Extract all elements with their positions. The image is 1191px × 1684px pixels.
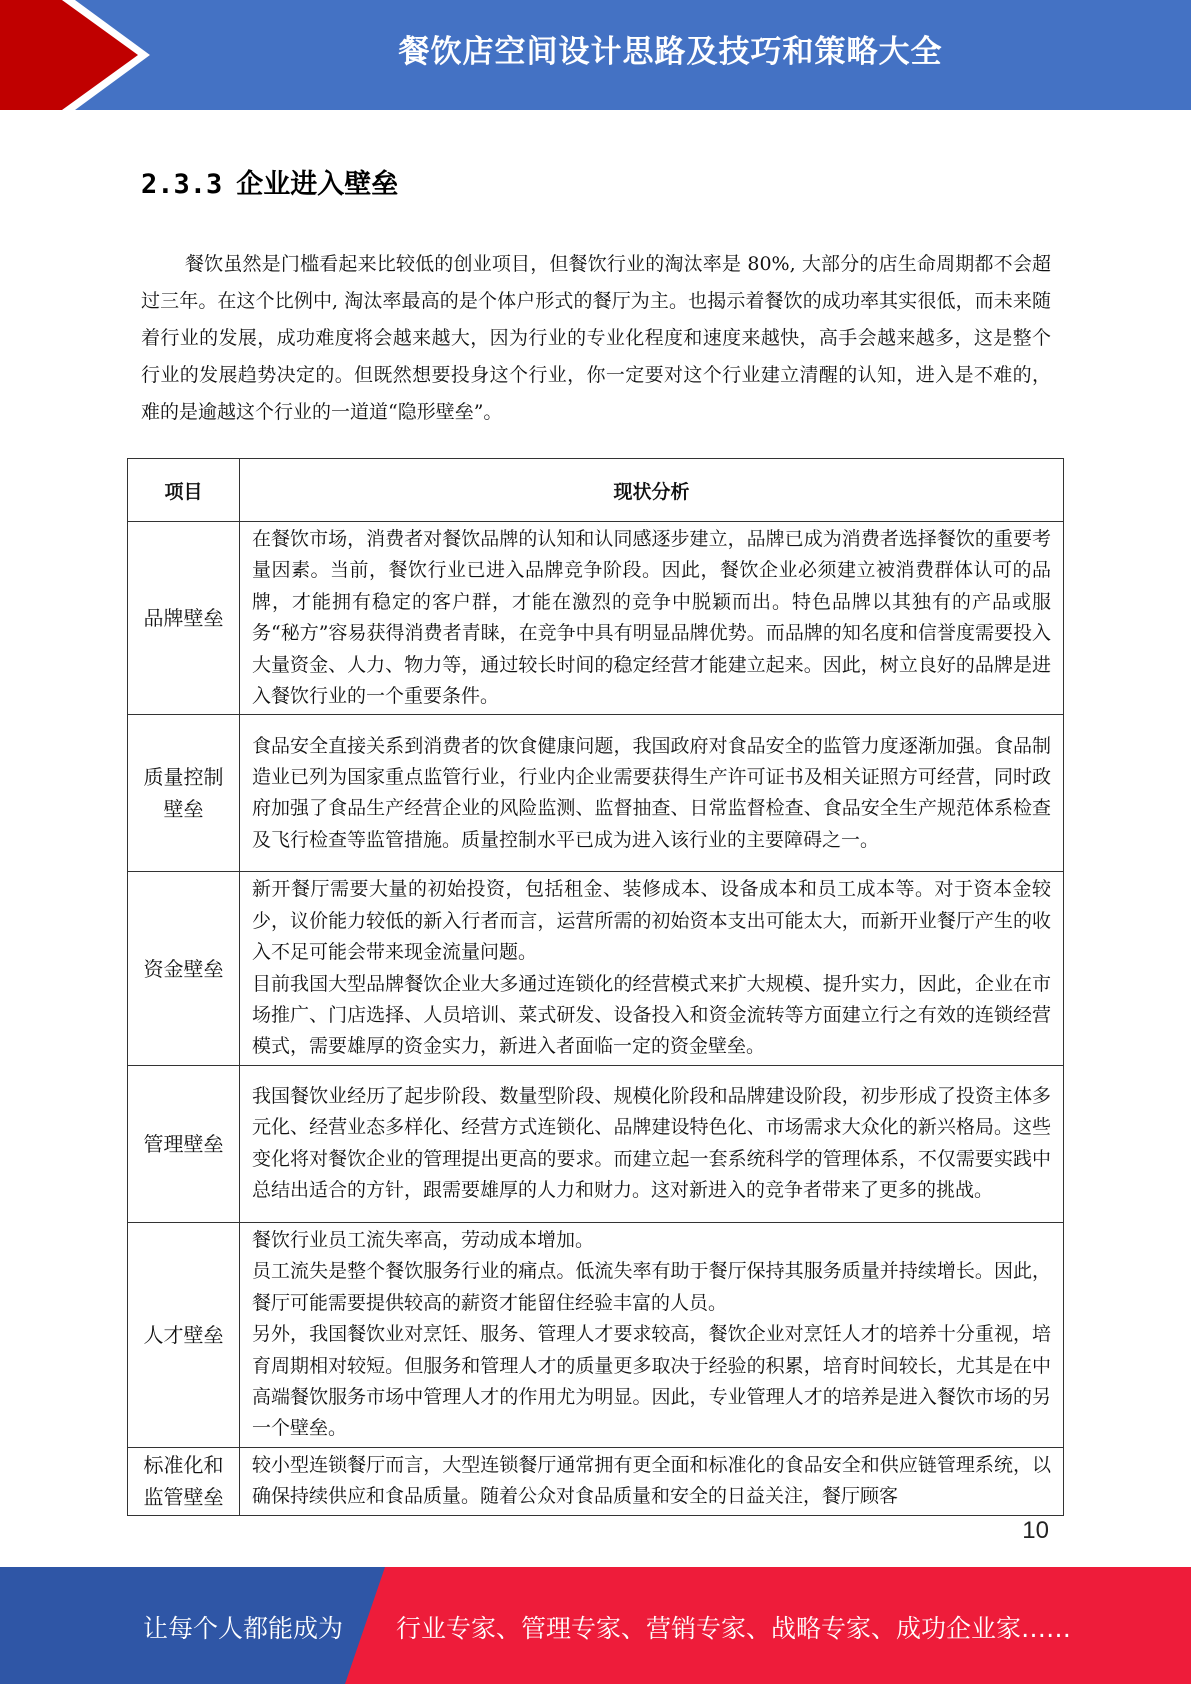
analysis-paragraph: 餐饮行业员工流失率高，劳动成本增加。	[252, 1228, 595, 1251]
analysis-paragraph: 在餐饮市场，消费者对餐饮品牌的认知和认同感逐步建立，品牌已成为消费者选择餐饮的重要考量因素。当前，餐饮行业已进入品牌竞争阶段。因此，餐饮企业必须建立被消费群体认可的品牌，才能拥有稳定的客户群，才能在激烈的竞争中脱颖而出。特色品牌以其独有的产品或服务“秘方”容易获得消费者青睐，在竞争中具有明显品牌优势。而品牌的知名度和信誉度需要投入大量资金、人力、物力等，通过较长时间的稳定经营才能建立起来。因此，树立良好的品牌是进入餐饮行业的一个重要条件。	[252, 528, 1051, 708]
table-row	[128, 1065, 1064, 1222]
analysis-paragraph: 我国餐饮业经历了起步阶段、数量型阶段、规模化阶段和品牌建设阶段，初步形成了投资主体多元化、经营业态多样化、经营方式连锁化、品牌建设特色化、市场需求大众化的新兴格局。这些变化将对餐饮企业的管理提出更高的要求。而建立起一套系统科学的管理体系，不仅需要实践中总结出适合的方针，跟需要雄厚的人力和财力。这对新进入的竞争者带来了更多的挑战。	[252, 1085, 1051, 1202]
row-item-label: 质量控制壁垒	[128, 715, 240, 872]
table-row	[128, 522, 1064, 715]
row-item-label: 资金壁垒	[128, 872, 240, 1065]
document-title: 餐饮店空间设计思路及技巧和策略大全	[398, 34, 943, 70]
page-number: 10	[1022, 1517, 1049, 1544]
row-analysis	[240, 1447, 1064, 1515]
footer-slogan-right: 行业专家、管理专家、营销专家、战略专家、成功企业家……	[396, 1614, 1072, 1643]
analysis-paragraph: 员工流失是整个餐饮服务行业的痛点。低流失率有助于餐厅保持其服务质量并持续增长。因此，餐厅可能需要提供较高的薪资才能留住经验丰富的人员。	[252, 1260, 1051, 1314]
footer-slogan-left: 让每个人都能成为	[143, 1614, 344, 1643]
row-item-label: 管理壁垒	[128, 1065, 240, 1222]
header-banner	[0, 0, 1191, 110]
row-item-label: 标准化和监管壁垒	[128, 1447, 240, 1515]
column-header-analysis: 现状分析	[240, 459, 1064, 522]
row-analysis	[240, 715, 1064, 872]
analysis-paragraph: 新开餐厅需要大量的初始投资，包括租金、装修成本、设备成本和员工成本等。对于资本金较少，议价能力较低的新入行者而言，运营所需的初始资本支出可能太大，而新开业餐厅产生的收入不足可能会带来现金流量问题。	[252, 878, 1051, 964]
section-title: 企业进入壁垒	[236, 169, 399, 200]
table-row	[128, 715, 1064, 872]
row-item-label: 人才壁垒	[128, 1222, 240, 1447]
table-row	[128, 1447, 1064, 1515]
analysis-paragraph: 较小型连锁餐厅而言，大型连锁餐厅通常拥有更全面和标准化的食品安全和供应链管理系统，以确保持续供应和食品质量。随着公众对食品质量和安全的日益关注，餐厅顾客	[252, 1453, 1051, 1508]
section-heading	[141, 162, 398, 201]
row-item-label: 品牌壁垒	[128, 522, 240, 715]
column-header-item: 项目	[128, 459, 240, 522]
row-analysis	[240, 1222, 1064, 1447]
intro-paragraph: 餐饮虽然是门槛看起来比较低的创业项目，但餐饮行业的淘汰率是 80%, 大部分的店生命周期都不会超过三年。在这个比例中, 淘汰率最高的是个体户形式的餐厅为主。也揭示着餐饮的成功率其实很低，而未来随着行业的发展，成功难度将会越来越大，因为行业的专业化程度和速度来越快，高手会越来越多，这是整个行业的发展趋势决定的。但既然想要投身这个行业，你一定要对这个行业建立清醒的认知，进入是不难的，难的是逾越这个行业的一道道“隐形壁垒”。	[141, 253, 1051, 423]
barrier-table	[127, 458, 1064, 1516]
row-analysis	[240, 872, 1064, 1065]
table-row	[128, 872, 1064, 1065]
table-row	[128, 1222, 1064, 1447]
analysis-paragraph: 目前我国大型品牌餐饮企业大多通过连锁化的经营模式来扩大规模、提升实力，因此，企业在市场推广、门店选择、人员培训、菜式研发、设备投入和资金流转等方面建立行之有效的连锁经营模式，需要雄厚的资金实力，新进入者面临一定的资金壁垒。	[252, 972, 1051, 1058]
footer-banner	[0, 1567, 1191, 1684]
analysis-paragraph: 食品安全直接关系到消费者的饮食健康问题，我国政府对食品安全的监管力度逐渐加强。食品制造业已列为国家重点监管行业，行业内企业需要获得生产许可证书及相关证照方可经营，同时政府加强了食品生产经营企业的风险监测、监督抽查、日常监督检查、食品安全生产规范体系检查及飞行检查等监管措施。质量控制水平已成为进入该行业的主要障碍之一。	[252, 734, 1051, 851]
analysis-paragraph: 另外，我国餐饮业对烹饪、服务、管理人才要求较高，餐饮企业对烹饪人才的培养十分重视，培育周期相对较短。但服务和管理人才的质量更多取决于经验的积累，培育时间较长，尤其是在中高端餐饮服务市场中管理人才的作用尤为明显。因此，专业管理人才的培养是进入餐饮市场的另一个壁垒。	[252, 1323, 1051, 1440]
section-number: 2.3.3	[141, 169, 223, 200]
row-analysis	[240, 522, 1064, 715]
table-header-row	[128, 459, 1064, 522]
row-analysis	[240, 1065, 1064, 1222]
